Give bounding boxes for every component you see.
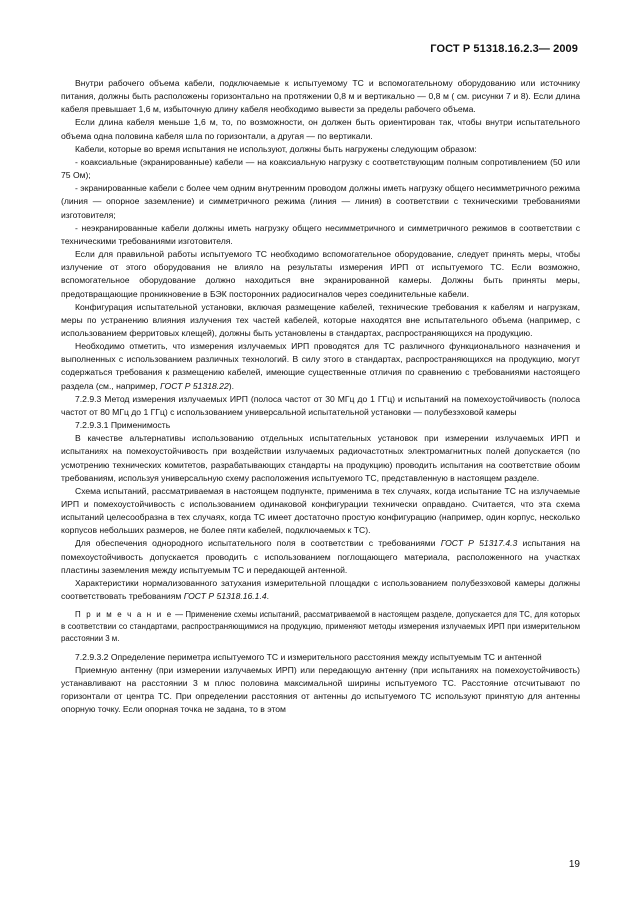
paragraph: Приемную антенну (при измерении излучаемых ИРП) или передающую антенну (при испытаниях на помехоустойчивость) устанавливают на расстоянии 3 м плюс половина максимальной ширины испытуемого ТС. Расстояние отсчитывают по горизонтали от центра ТС. При определении расстояния от антенны до испытуемого ТС используют принятую для антенны опорную точку. Если опорная точка не задана, то в этом [61,664,580,715]
paragraph: Схема испытаний, рассматриваемая в настоящем подпункте, применима в тех случаях, когда испытание ТС на излучаемые ИРП и помехоустойчивость с использованием одинаковой конфигурации технически оправдано. Считается, что эта схема испытаний целесообразна в тех случаях, когда ТС имеет достаточно простую конфигурацию (например, один корпус, несколько корпусов небольших размеров, не более пяти кабелей, подключаемых к ТС). [61,485,580,536]
paragraph [61,577,580,603]
note [61,609,580,644]
paragraph: Внутри рабочего объема кабели, подключаемые к испытуемому ТС и вспомогательному оборудованию или источнику питания, должны быть расположены горизонтально на протяжении 0,8 м и вертикально — 0,8 м ( см. рисунки 7 и 8). Если длина кабеля превышает 1,6 м, избыточную длину кабеля необходимо вывести за пределы рабочего объема. [61,78,580,115]
paragraph: - экранированные кабели с более чем одним внутренним проводом должны иметь нагрузку общего несимметричного режима (линия — опорное заземление) и симметричного режима (линия — линия) в соответствии с техническими требованиями изготовителя; [61,183,580,220]
body-text [61,77,580,716]
standard-reference: ГОСТ Р 51317.4.3 [440,538,518,549]
paragraph: Конфигурация испытательной установки, включая размещение кабелей, технические требования к кабелям и нагрузкам, меры по устранению влияния излучения тех частей кабелей, которые находятся вне испытательного объема (например, с использованием ферритовых клещей), должны быть установлены в стандартах, распространяющихся на продукцию. [61,301,580,338]
paragraph: Если длина кабеля меньше 1,6 м, то, по возможности, он должен быть ориентирован так, чтобы внутри испытательного объема одна половина кабеля шла по горизонтали, а другая — по вертикали. [61,117,580,141]
subsection-heading: 7.2.9.3.1 Применимость [75,420,171,431]
subsection-heading: 7.2.9.3.2 Определение периметра испытуемого ТС и измерительного расстояния между испытуемым ТС и антенной [75,651,542,662]
paragraph: В качестве альтернативы использованию отдельных испытательных установок при измерении излучаемых ИРП и испытаниях на помехоустойчивость при воздействии излучаемых радиочастотных электромагнитных полей допускается (по усмотрению технических комитетов, разрабатывающих стандарты на продукцию) проводить испытания на соответствие обоим требованиям, используя универсальную схему расположения испытуемого ТС, представленную в настоящем разделе. [61,433,580,483]
paragraph [61,537,580,576]
standard-reference: ГОСТ Р 51318.16.1.4 [183,591,267,602]
reference-tail: . [266,591,270,602]
page-number: 19 [568,859,580,870]
paragraph: - коаксиальные (экранированные) кабели — на коаксиальную нагрузку с соответствующим полным сопротивлением (50 или 75 Ом); [61,156,580,181]
paragraph: Кабели, которые во время испытания не используют, должны быть нагружены следующим образом: [75,143,477,154]
paragraph: Если для правильной работы испытуемого ТС необходимо вспомогательное оборудование, следует принять меры, чтобы излучение от этого оборудования не влияло на результаты измерения ИРП от испытуемого ТС. Если возможно, вспомогательное оборудование должно находиться вне экранированной камеры. Должны быть приняты меры, предотвращающие проникновение в БЭК посторонних радиосигналов через соединительные кабели. [61,249,580,299]
standard-reference: ГОСТ Р 51318.22 [160,380,229,391]
paragraph [61,340,580,393]
standard-header: ГОСТ Р 51318.16.2.3— 2009 [430,43,578,55]
paragraph-text: Необходимо отметить, что измерения излучаемых ИРП проводятся для ТС различного функционального назначения и выполненных с использованием различных технологий. В силу этого в стандартах, распространяющихся на продукцию, могут содержаться требования к размещению кабелей, имеющие существенные отличия по сравнению с требованиями настоящего раздела (см., например, [61,341,580,391]
section-heading: 7.2.9.3 Метод измерения излучаемых ИРП (полоса частот от 30 МГц до 1 ГГц) и испытаний на помехоустойчивость (полоса частот от 80 МГц до 1 ГГц) с использованием универсальной испытательной установки — полубезэховой камеры [61,393,580,417]
paragraph-text: Характеристики нормализованного затухания измерительной площадки с использованием полубезэховой камеры должны соответствовать требованиям [61,577,580,602]
reference-tail: ). [228,380,234,391]
paragraph-text: испытания на помехоустойчивость допускается проводить с использованием поглощающего материала, расположенного на участках пластины заземления между испытуемым ТС и передающей антенной. [61,538,580,575]
paragraph: - неэкранированные кабели должны иметь нагрузку общего несимметричного и симметричного режимов в соответствии с техническими требованиями изготовителя. [61,222,580,246]
paragraph-text: Для обеспечения однородного испытательного поля в соответствии с требованиями [75,538,436,549]
note-text: — Применение схемы испытаний, рассматриваемой в настоящем разделе, допускается для ТС, для которых в соответствии со стандартами, распространяющимися на продукцию, применяют методы измерения излучаемых ИРП при измерительном расстоянии 3 м. [61,610,580,643]
note-label: П р и м е ч а н и е [75,610,173,620]
